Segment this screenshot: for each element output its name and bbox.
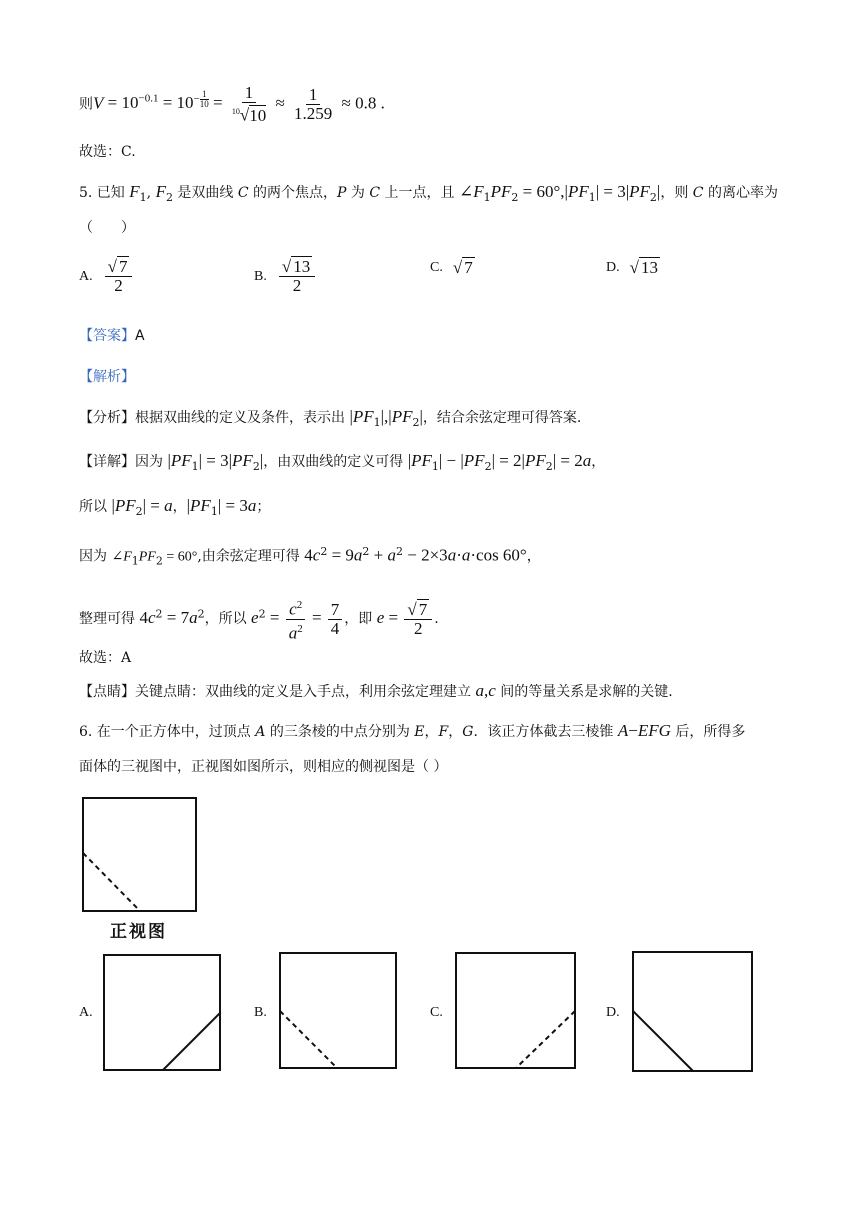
fig-option-b-label: B. xyxy=(254,1005,267,1020)
step4-line: 整理可得 $4c^2 = 7a^2$，所以 $e^2$ = $\frac{c^2}{a^2}$ = $\frac{7}{4}$ ，即 e = $\frac{√ 7}{2}$ . xyxy=(79,596,439,642)
answer-value: A xyxy=(135,328,145,344)
answer-line xyxy=(79,326,145,346)
front-view-figure xyxy=(82,797,198,913)
analysis-tag: 【解析】 xyxy=(79,369,135,385)
q5-stem: 5. 已知 $F_1$, $F_2$ 是双曲线 C 的两个焦点，P 为 C 上一点，且 $\angle F_1PF_2 = 60^\circ,|PF_1| = 3|PF_2|$，则 C 的离心率为 xyxy=(79,182,778,204)
q6-number: 6. xyxy=(79,724,93,740)
xiangjie-line: 【详解】因为 $|PF_1| = 3|PF_2|$，由双曲线的定义可得 $|PF_1| - |PF_2| = 2|PF_2| = 2a$， xyxy=(79,451,606,473)
answer-tag: 【答案】 xyxy=(79,328,135,344)
xiangjie-tag: 【详解】 xyxy=(79,454,135,470)
fenxi-tag: 【分析】 xyxy=(79,410,135,426)
fig-option-d[interactable] xyxy=(632,951,754,1073)
fig-option-b[interactable] xyxy=(279,952,398,1070)
q5-number: 5. xyxy=(79,185,93,201)
option-d[interactable]: D. √ 13 xyxy=(606,258,658,277)
option-a-label: A. xyxy=(79,268,93,284)
option-c[interactable]: C. √ 7 xyxy=(430,258,473,277)
prefix-text: 则 xyxy=(79,96,93,113)
option-b-label: B. xyxy=(254,268,267,284)
step3-line: 因为 $\angle F_1PF_2 = 60^\circ$,由余弦定理可得 $4c^2 = 9a^2 + a^2 - 2\times 3a\cdot a\cdot\cos$ 60°， xyxy=(79,545,541,568)
fig-option-c-label: C. xyxy=(430,1005,443,1020)
dianjing-tag: 【点睛】 xyxy=(79,684,135,700)
q6-stem-1: 6. 在一个正方体中，过顶点 A 的三条棱的中点分别为 E，F，G．该正方体截去三棱锥 A−EFG 后，所得多 xyxy=(79,721,746,740)
option-b[interactable]: B. $\frac{√ 13}{2}$ xyxy=(254,258,317,295)
q5-paren: （ ） xyxy=(79,220,135,236)
answer-prev: 故选：C. xyxy=(79,144,136,160)
step2-line: 所以 $|PF_2| = a$，$|PF_1| = 3a$； xyxy=(79,496,271,518)
dianjing-line: 【点睛】关键点睛：双曲线的定义是入手点，利用余弦定理建立 a,c 间的等量关系是求解的关键. xyxy=(79,681,673,700)
option-c-label: C. xyxy=(430,260,443,275)
fenxi-line: 【分析】根据双曲线的定义及条件，表示出 $|PF_1|,|PF_2|$，结合余弦定理可得答案. xyxy=(79,407,582,429)
option-d-label: D. xyxy=(606,260,620,275)
fig-option-c[interactable] xyxy=(455,952,577,1070)
option-a[interactable]: A. $\frac{√ 7}{2}$ xyxy=(79,258,134,295)
q6-stem-2: 面体的三视图中，正视图如图所示，则相应的侧视图是（ ） xyxy=(79,759,448,775)
fig-option-a[interactable] xyxy=(103,954,222,1072)
front-view-caption: 正视图 xyxy=(110,922,167,942)
formula-line-v: 则$V = 10^{-0.1} = 10^{- \frac{1}{10}}$ = $\frac{1}{^{10}√10}$ ≈ $\frac{1}{1.259}$ ≈ 0.8 . xyxy=(79,83,385,125)
fig-option-d-label: D. xyxy=(606,1005,620,1020)
conclusion: 故选：A xyxy=(79,650,132,666)
fig-option-a-label: A. xyxy=(79,1005,93,1020)
